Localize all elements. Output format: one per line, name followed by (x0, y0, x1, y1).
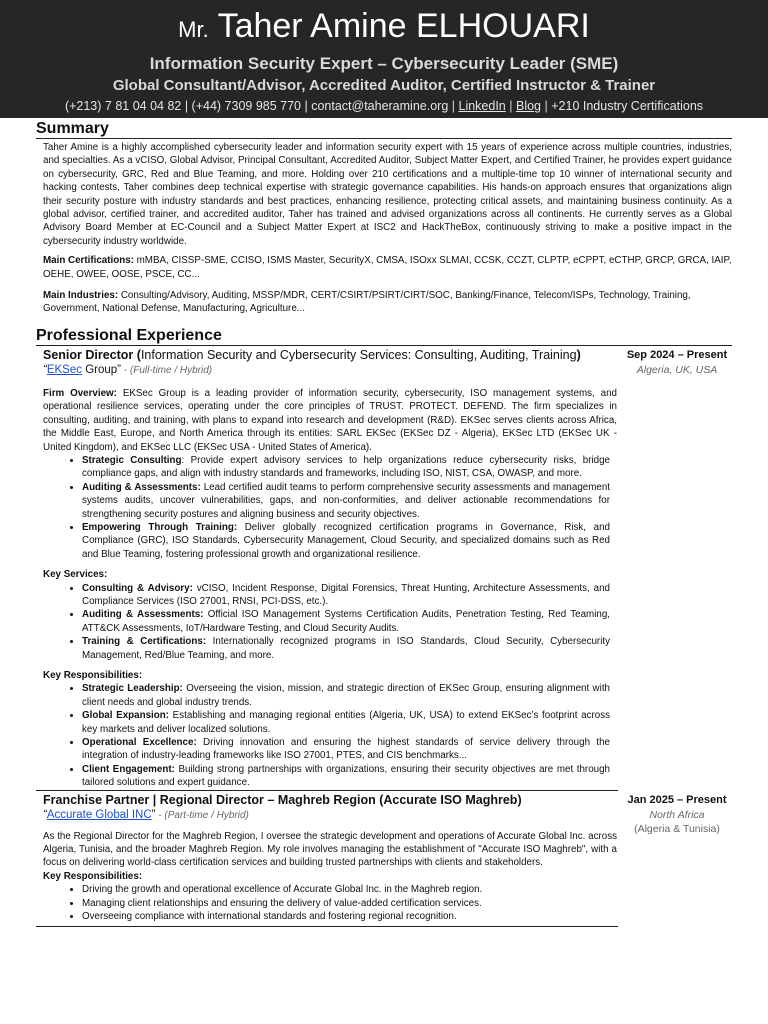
company-line (43, 808, 617, 823)
bullet-label: Client Engagement: (82, 763, 175, 775)
role-description: As the Regional Director for the Maghreb Region, I oversee the strategic development and operations of Accurate Global Inc. across Algeria, Tunisia, and the broader Maghreb Region. My role involves managing the establishment of "Accurate ISO Maghreb", with a focus on delivering world-class certification services and building trusted partnerships with clients and stakeholders. (43, 830, 617, 869)
job-date: Sep 2024 – Present (626, 348, 728, 361)
bullet-label: Global Expansion: (82, 710, 169, 722)
summary-text: Taher Amine is a highly accomplished cybersecurity leader and information security expert with 15 years of experience across multiple countries, industries, and specialties. As a vCISO, Global Advisor, Principal Consultant, Accredited Auditor, Subject Matter Expert, and Certified Trainer, he provides expert guidance on cybersecurity, GRC, Red and Blue Teaming, and more. Holding over 210 certifications and a multiple-time top 10 winner of international security and hacking contests, Taher combines deep technical expertise with strategic governance capabilities. His hands-on approach ensures that organizations align their security posture with industry standards and best practices, enhancing resilience, protecting critical assets, and maintaining business continuity. As a global advisor, certified trainer, and accredited auditor, Taher has trained and advised organizations across all continents. He currently serves as a Global Advisory Board Member at EC-Council and a Subject Matter Expert at ISC2 and HackTheBox, continuously striving to make a positive impact in the cybersecurity industry worldwide. (43, 142, 732, 247)
key-services-heading: Key Services: (43, 569, 108, 581)
list-item: • Driving the growth and operational excellence of Accurate Global Inc. in the Maghreb region. (82, 883, 610, 896)
bullet-text: : Provide expert advisory services to help organizations reduce cybersecurity risks, bridge compliance gaps, and align with industry standards and frameworks, including ISO, NIST, CSA, OWASP, and more. (82, 454, 610, 480)
experience-heading: Professional Experience (36, 325, 732, 346)
list-item (82, 736, 610, 763)
bullet-label: Training & Certifications: (82, 636, 207, 648)
key-services-list (36, 582, 610, 662)
key-responsibilities-heading: Key Responsibilities: (43, 870, 143, 882)
employment-type: - (Part-time / Hybrid) (155, 809, 249, 821)
bullet-text: Establishing and managing regional entities (Algeria, UK, USA) to extend EKSec’s footprint across key markets and deliver localized solutions. (82, 710, 610, 735)
blog-link[interactable]: Blog (515, 99, 542, 113)
job-accurate-global (36, 792, 732, 927)
list-item: • Overseeing compliance with international standards and fostering regional recognition. (82, 910, 610, 923)
separator: | (544, 99, 548, 113)
firm-overview-label: Firm Overview: (43, 387, 117, 399)
job-title: Franchise Partner | Regional Director – Maghreb Region (Accurate ISO Maghreb) (43, 792, 522, 807)
linkedin-link[interactable]: LinkedIn (458, 99, 506, 113)
job-date: Jan 2025 – Present (627, 793, 727, 806)
list-item (82, 582, 610, 609)
job-title-close: ) (576, 347, 581, 362)
bullet-text: Deliver globally recognized certification programs in Governance, Risk, and Compliance (GRC), ISO Standards, Cybersecurity Management, Cloud Security, and specialized domains such as Red and Blue Teaming, fostering professional growth and organizational resilience. (82, 521, 610, 560)
resume-header (0, 0, 768, 118)
accurate-global-link[interactable]: Accurate Global INC (46, 808, 152, 821)
bullet-label: Auditing & Assessments: (82, 609, 204, 621)
list-item (82, 709, 610, 736)
industries-label: Main Industries: (43, 290, 119, 302)
list-item (82, 521, 610, 561)
job-divider (36, 790, 618, 791)
job-title (43, 347, 617, 363)
headline-title: Information Security Expert – Cybersecurity Leader (SME) (149, 54, 619, 73)
list-item (82, 763, 610, 790)
bullet-label: Auditing & Assessments: (82, 481, 201, 493)
key-responsibilities-list (36, 682, 610, 789)
list-item (82, 635, 610, 662)
job-location: Algeria, UK, USA (636, 363, 718, 376)
company-line (43, 363, 617, 378)
overview-bullets (36, 454, 610, 561)
eksec-link[interactable]: EKSec (46, 363, 83, 376)
bullet-label: Consulting & Advisory: (82, 582, 193, 594)
bullet-label: Operational Excellence: (82, 737, 197, 749)
bullet-text: Driving innovation and ensuring the highest standards of service delivery through the integration of industry-leading frameworks like ISO 27001, PTES, and CIS benchmarks... (82, 737, 610, 762)
bullet-text: Internationally recognized programs in ISO Standards, Cloud Security, Cybersecurity Management, Red/Blue Teaming, and more. (82, 636, 610, 661)
quote-open: “ (43, 363, 47, 376)
bullet-label: Strategic Consulting (82, 454, 182, 466)
job-divider (36, 926, 618, 927)
main-industries (43, 289, 732, 316)
certifications-list: mMBA, CISSP-SME, CCISO, ISMS Master, SecurityX, CMSA, ISOxx SLMAI, CCSK, CCZT, CLPTP, eCPPT, eCTHP, GRCP, GRCA, IAIP, OEHE, OWEE, OOSE, PSCE, CC... (43, 255, 732, 280)
bullet-text: Official ISO Management Systems Certification Audits, Penetration Testing, Red Teaming, ATT&CK Assessments, IoT/Hardware Testing, and Cloud Security Audits. (82, 609, 611, 634)
key-responsibilities-heading: Key Responsibilities: (43, 670, 143, 681)
bullet-label: Strategic Leadership: (82, 683, 183, 695)
industries-list: Consulting/Advisory, Auditing, MSSP/MDR, CERT/CSIRT/PSIRT/CIRT/SOC, Banking/Finance, Telecom/ISPs, Technology, Training, Government, National Defense, Manufacturing, Agriculture... (43, 290, 691, 315)
bullet-text: Building strong partnerships with organizations, ensuring their security objectives are met through tailored solutions and expert guidance. (82, 763, 610, 789)
job-eksec (36, 347, 732, 791)
summary-heading: Summary (36, 118, 732, 139)
key-responsibilities-list (36, 883, 610, 923)
resume-content (36, 118, 732, 927)
contact-line (0, 97, 768, 115)
bullet-text: Overseeing the vision, mission, and strategic direction of EKSec Group, ensuring alignment with client needs and global industry trends. (82, 683, 610, 708)
company-name-rest: Group” (82, 363, 122, 376)
certifications-label: Main Certifications: (43, 255, 134, 267)
certifications-count: +210 Industry Certifications (551, 99, 704, 113)
employment-type: - (Full-time / Hybrid) (121, 364, 213, 376)
separator: | (509, 99, 513, 113)
job-location-detail: (Algeria & Tunisia) (634, 822, 720, 835)
name-prefix: Mr. (178, 17, 209, 42)
list-item (82, 682, 610, 709)
job-location: North Africa (649, 808, 705, 821)
list-item (82, 481, 610, 521)
firm-overview (43, 387, 617, 454)
separator: | (451, 99, 456, 113)
job-title-scope: Information Security and Cybersecurity Services: Consulting, Auditing, Training (140, 347, 577, 362)
contact-phones-email: (+213) 7 81 04 04 82 | (+44) 7309 985 770 | contact@taheramine.org (64, 99, 449, 113)
list-item: • Managing client relationships and ensuring the delivery of value-added certification services. (82, 897, 610, 910)
bullet-text: vCISO, Incident Response, Digital Forensics, Threat Hunting, Architecture Assessments, and Compliance Services (ISO 27001, RNSI, PCI-DSS, etc.). (82, 582, 610, 607)
firm-overview-text: EKSec Group is a leading provider of information security, cybersecurity, ISO management systems, and operational resilience services, operating under the core principles of TRUST. PROTECT. DEFEND. The firm specializes in consulting, auditing, and training, with plans to expand into research and development (R&D). EKSec serves clients across Africa, the Middle East, Europe, and North America through its entities: SARL EKSec (EKSec DZ - Algeria), EKSec LTD (EKSec UK - United Kingdom), and EKSec LLC (EKSec USA - United States of America). (43, 387, 617, 453)
list-item (82, 608, 610, 635)
company-name-rest: ” (151, 808, 156, 821)
main-certifications (43, 254, 732, 281)
job-title-role: Senior Director ( (43, 347, 141, 362)
candidate-name (0, 0, 768, 50)
bullet-text: Lead certified audit teams to perform comprehensive security assessments and management systems audits, uncover vulnerabilities, gaps, and non-conformities, and deliver actionable recommendations for strengthening security postures and aligning business and security objectives. (82, 481, 610, 520)
full-name: Taher Amine ELHOUARI (217, 7, 590, 45)
sub-title: Global Consultant/Advisor, Accredited Auditor, Certified Instructor & Trainer (112, 77, 656, 94)
quote-open: “ (43, 808, 47, 821)
list-item (82, 454, 610, 481)
bullet-label: Empowering Through Training: (82, 521, 238, 533)
